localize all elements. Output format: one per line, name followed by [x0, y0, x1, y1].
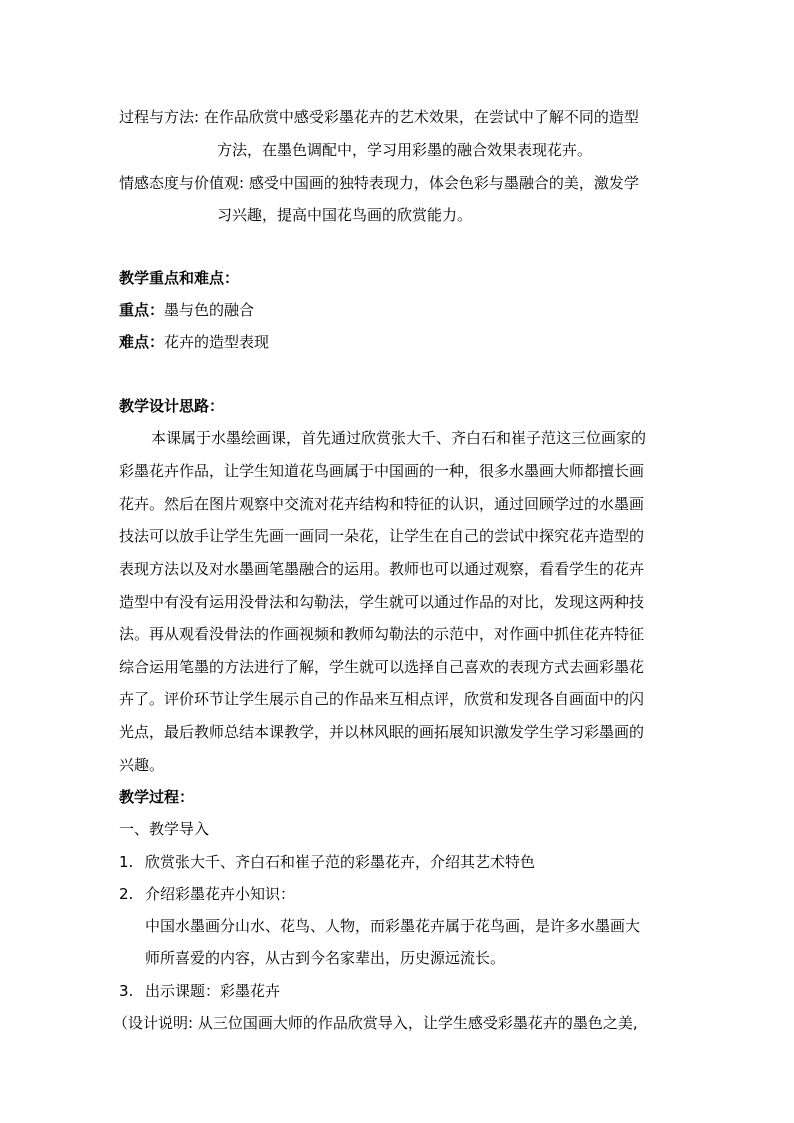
- design-paragraph-line: 表现方法以及对水墨画笔墨融合的运用。教师也可以通过观察，看看学生的花卉: [119, 560, 645, 578]
- list-number: 2.: [119, 885, 134, 903]
- design-paragraph-line: 法。再从观看没骨法的作画视频和教师勾勒法的示范中，对作画中抓住花卉特征: [119, 625, 645, 643]
- design-note: （设计说明: 从三位国画大师的作品欣赏导入，让学生感受彩墨花卉的墨色之美,: [113, 1014, 638, 1032]
- difficulty-line: [119, 332, 269, 352]
- process-heading: 教学过程：: [119, 788, 195, 806]
- emotion-attitude-line-1: [119, 173, 639, 193]
- difficulty-text: 花卉的造型表现: [164, 333, 270, 351]
- design-paragraph-line: 卉了。评价环节让学生展示自己的作品来互相点评，欣赏和发现各自画面中的闪: [119, 690, 645, 708]
- list-text: 出示课题：彩墨花卉: [145, 982, 281, 1000]
- design-heading: 教学设计思路：: [119, 397, 225, 415]
- list-text: 介绍彩墨花卉小知识：: [145, 885, 296, 903]
- emotion-attitude-text: 感受中国画的独特表现力，体会色彩与墨融合的美，激发学: [248, 174, 639, 192]
- design-paragraph-line: 造型中有没有运用没骨法和勾勒法，学生就可以通过作品的对比，发现这两种技: [119, 593, 645, 611]
- design-paragraph-line: 光点，最后教师总结本课教学，并以林风眠的画拓展知识激发学生学习彩墨画的: [119, 723, 645, 741]
- list-item-2-body: 师所喜爱的内容，从古到今名家辈出，历史源远流长。: [145, 949, 506, 967]
- emotion-attitude-line-2: 习兴趣，提高中国花鸟画的欣赏能力。: [217, 206, 473, 224]
- process-method-label: 过程与方法:: [119, 108, 200, 126]
- design-paragraph-line: 本课属于水墨绘画课，首先通过欣赏张大千、齐白石和崔子范这三位画家的: [151, 429, 647, 447]
- focus-line: [119, 300, 254, 320]
- design-paragraph-line: 兴趣。: [119, 756, 165, 774]
- list-item-1: [119, 852, 535, 872]
- focus-text: 墨与色的融合: [164, 301, 255, 319]
- emotion-attitude-label: 情感态度与价值观:: [119, 174, 245, 192]
- design-paragraph-line: 技法可以放手让学生先画一画同一朵花，让学生在自己的尝试中探究花卉造型的: [119, 527, 645, 545]
- list-text: 欣赏张大千、齐白石和崔子范的彩墨花卉，介绍其艺术特色: [145, 853, 536, 871]
- list-number: 3.: [119, 982, 134, 1000]
- focus-label: 重点：: [119, 301, 165, 319]
- design-paragraph-line: 彩墨花卉作品，让学生知道花鸟画属于中国画的一种，很多水墨画大师都擅长画: [119, 462, 645, 480]
- list-number: 1.: [119, 853, 134, 871]
- process-method-line-2: 方法，在墨色调配中，学习用彩墨的融合效果表现花卉。: [217, 141, 593, 159]
- design-paragraph-line: 综合运用笔墨的方法进行了解，学生就可以选择自己喜欢的表现方式去画彩墨花: [119, 658, 645, 676]
- difficulty-label: 难点：: [119, 333, 165, 351]
- process-method-text: 在作品欣赏中感受彩墨花卉的艺术效果，在尝试中了解不同的造型: [203, 108, 639, 126]
- design-paragraph-line: 花卉。然后在图片观察中交流对花卉结构和特征的认识，通过回顾学过的水墨画: [119, 495, 645, 513]
- process-method-line-1: [119, 107, 639, 127]
- key-points-heading: 教学重点和难点：: [119, 269, 240, 287]
- list-item-2: [119, 884, 295, 904]
- list-item-3: [119, 981, 280, 1001]
- list-item-2-body: 中国水墨画分山水、花鸟、人物，而彩墨花卉属于花鸟画，是许多水墨画大: [145, 917, 641, 935]
- section-intro: 一、教学导入: [119, 820, 210, 838]
